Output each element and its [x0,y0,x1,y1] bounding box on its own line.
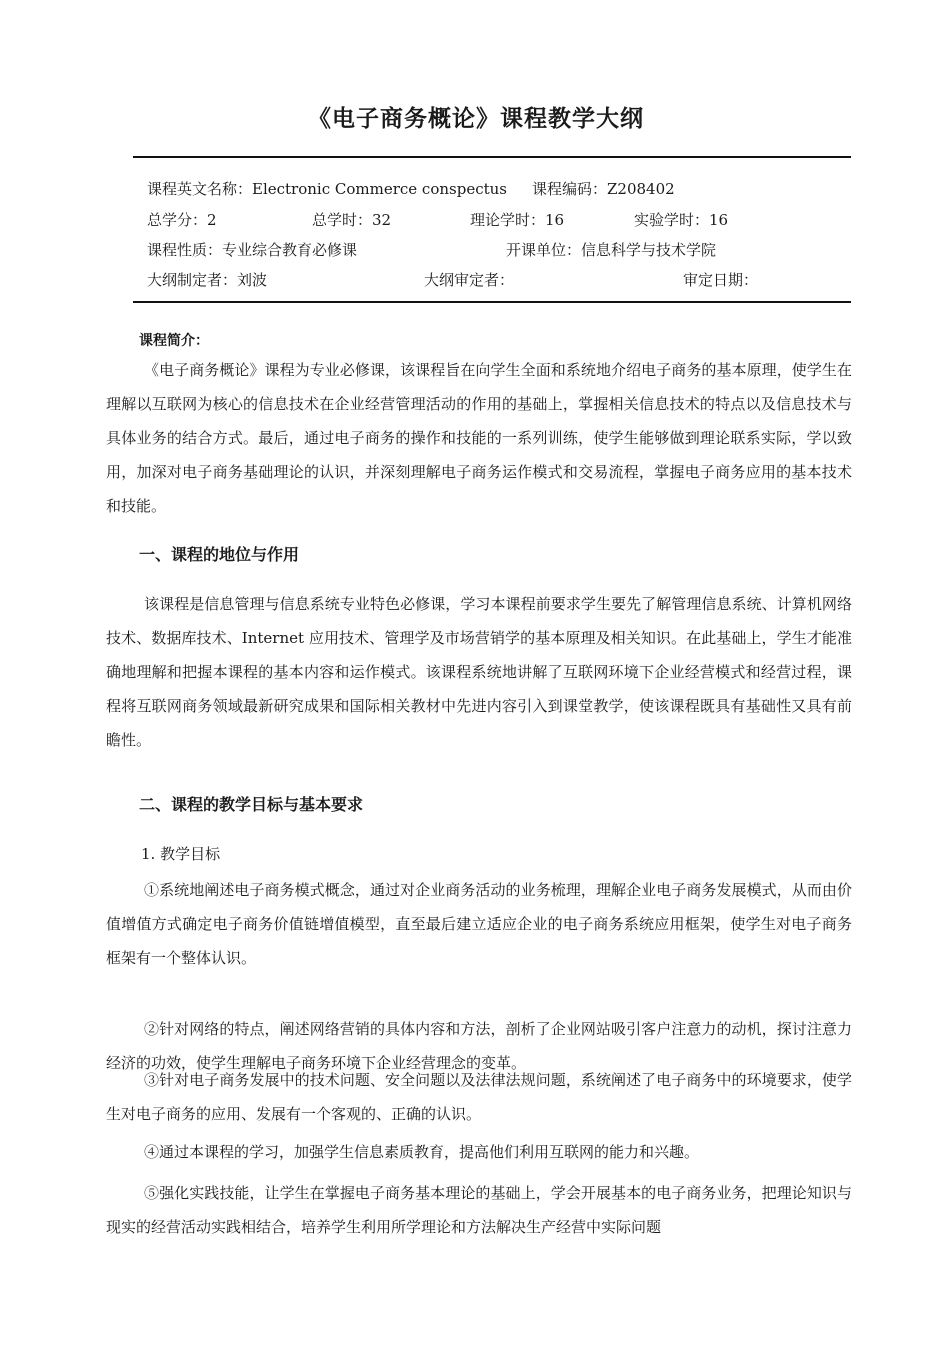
total-hours: 总学时：32 [312,211,392,229]
intro-heading: 课程简介： [139,333,209,349]
header-bottom-rule [133,301,851,303]
goal-item-5: ⑤强化实践技能，让学生在掌握电子商务基本理论的基础上，学会开展基本的电子商务业务，把理论知识与现实的经营活动实践相结合，培养学生利用所学理论和方法解决生产经营中实际问题 [106,1184,852,1236]
section1-paragraph: 该课程是信息管理与信息系统专业特色必修课，学习本课程前要求学生要先了解管理信息系统、计算机网络技术、数据库技术、Internet 应用技术、管理学及市场营销学的基本原理及相关知识。在此基础上，学生才能准确地理解和把握本课程的基本内容和运作模式。该课程系统地讲解了互联网环境下企业经营模式和经营过程，课程将互联网商务领域最新研究成果和国际相关教材中先进内容引入到课堂教学，使该课程既具有基础性又具有前瞻性。 [106,595,852,749]
goal-item-4: ④通过本课程的学习，加强学生信息素质教育，提高他们利用互联网的能力和兴趣。 [144,1143,700,1161]
department: 开课单位：信息科学与技术学院 [506,241,717,259]
author: 大纲制定者：刘波 [147,271,268,289]
english-name: 课程英文名称：Electronic Commerce conspectus [147,180,507,198]
total-credits: 总学分：2 [147,211,217,229]
course-nature: 课程性质：专业综合教育必修课 [147,241,358,259]
lab-hours: 实验学时：16 [634,211,729,229]
section1-heading: 一、课程的地位与作用 [139,545,300,564]
theory-hours: 理论学时：16 [470,211,565,229]
header-top-rule [133,156,851,158]
reviewer: 大纲审定者： [424,271,515,289]
section2-heading: 二、课程的教学目标与基本要求 [139,795,364,814]
intro-paragraph: 《电子商务概论》课程为专业必修课，该课程旨在向学生全面和系统地介绍电子商务的基本原理，使学生在理解以互联网为核心的信息技术在企业经营管理活动的作用的基础上，掌握相关信息技术的特点以及信息技术与具体业务的结合方式。最后，通过电子商务的操作和技能的一系列训练，使学生能够做到理论联系实际，学以致用，加深对电子商务基础理论的认识，并深刻理解电子商务运作模式和交易流程，掌握电子商务应用的基本技术和技能。 [106,361,852,515]
document-title: 《电子商务概论》课程教学大纲 [308,106,644,132]
goal-item-2: ②针对网络的特点，阐述网络营销的具体内容和方法，剖析了企业网站吸引客户注意力的动机，探讨注意力经济的功效，使学生理解电子商务环境下企业经营理念的变革。 [106,1020,852,1072]
goal-item-3: ③针对电子商务发展中的技术问题、安全问题以及法律法规问题，系统阐述了电子商务中的环境要求，使学生对电子商务的应用、发展有一个客观的、正确的认识。 [106,1071,852,1123]
review-date: 审定日期： [683,271,759,289]
goal-item-1: ①系统地阐述电子商务模式概念，通过对企业商务活动的业务梳理，理解企业电子商务发展模式，从而由价值增值方式确定电子商务价值链增值模型，直至最后建立适应企业的电子商务系统应用框架，使学生对电子商务框架有一个整体认识。 [106,881,852,967]
teaching-goals-subheading: 1. 教学目标 [141,845,221,863]
course-code: 课程编码：Z208402 [532,180,675,198]
